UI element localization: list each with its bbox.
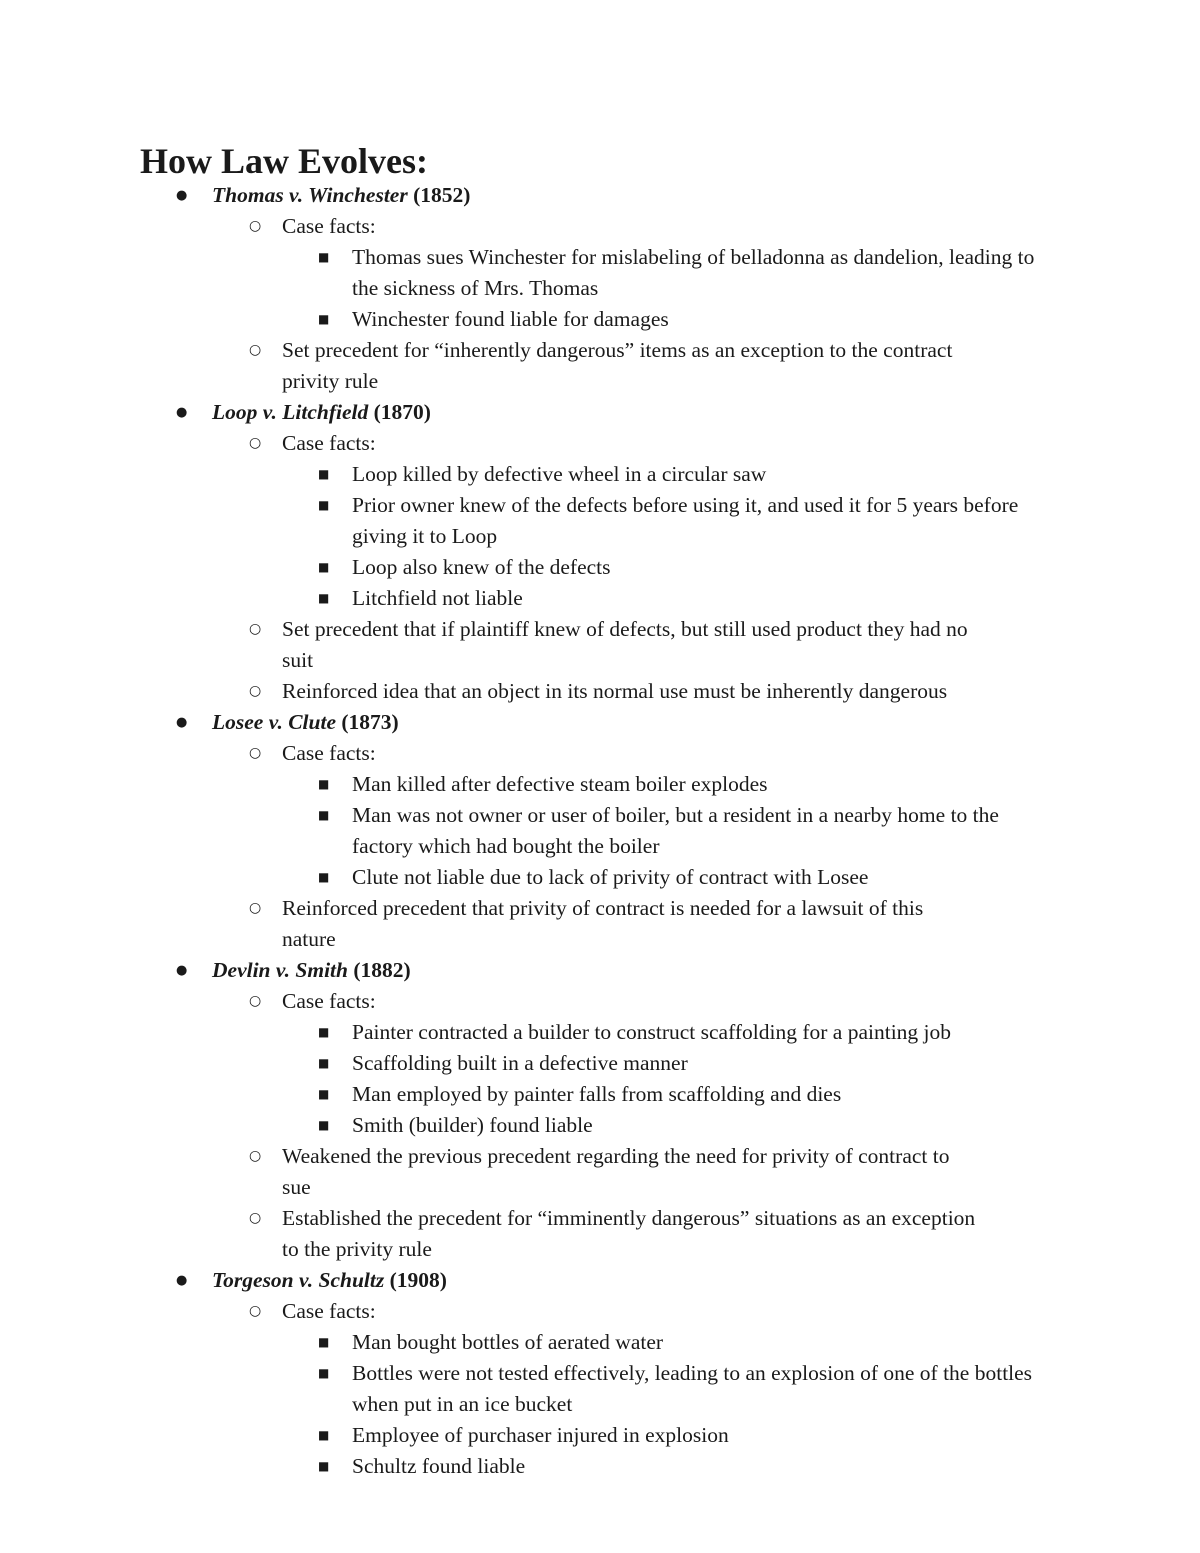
outline-subpoint bbox=[0, 1451, 1200, 1482]
outline-text: Man killed after defective steam boiler explodes bbox=[352, 772, 768, 796]
square-bullet-icon: ■ bbox=[318, 1118, 330, 1132]
case-name: Thomas v. Winchester bbox=[212, 183, 408, 207]
outline-point bbox=[0, 893, 1200, 955]
case-title bbox=[212, 707, 912, 738]
outline-text: Reinforced idea that an object in its normal use must be inherently dangerous bbox=[282, 679, 948, 703]
outline-point bbox=[0, 428, 1200, 459]
square-bullet-icon: ■ bbox=[318, 1056, 330, 1070]
hollow-bullet-icon: ○ bbox=[249, 435, 262, 451]
square-bullet-icon: ■ bbox=[318, 870, 330, 884]
hollow-bullet-icon: ○ bbox=[249, 993, 262, 1009]
outline-subpoint bbox=[0, 862, 1200, 893]
outline-subpoint bbox=[0, 1048, 1200, 1079]
case-name: Loop v. Litchfield bbox=[212, 400, 369, 424]
hollow-bullet-icon: ○ bbox=[249, 218, 262, 234]
outline-text: Scaffolding built in a defective manner bbox=[352, 1051, 688, 1075]
outline-text: Prior owner knew of the defects before using it, and used it for 5 years before giving it to Loop bbox=[352, 493, 1019, 548]
case-heading bbox=[0, 707, 1200, 738]
filled-bullet-icon: ● bbox=[176, 715, 188, 730]
case-year: (1852) bbox=[407, 183, 471, 207]
outline-text: Case facts: bbox=[282, 741, 376, 765]
outline-point bbox=[0, 614, 1200, 676]
outline-text: Winchester found liable for damages bbox=[352, 307, 669, 331]
hollow-bullet-icon: ○ bbox=[249, 342, 262, 358]
outline-text: Loop killed by defective wheel in a circular saw bbox=[352, 462, 767, 486]
outline-text: Bottles were not tested effectively, leading to an explosion of one of the bottles when put in an ice bucket bbox=[352, 1361, 1033, 1416]
case-heading bbox=[0, 180, 1200, 211]
outline-text: Case facts: bbox=[282, 1299, 376, 1323]
case-outline bbox=[0, 180, 1200, 1482]
case-title bbox=[212, 397, 912, 428]
outline-subpoint bbox=[0, 490, 1200, 552]
square-bullet-icon: ■ bbox=[318, 1459, 330, 1473]
hollow-bullet-icon: ○ bbox=[249, 745, 262, 761]
outline-text: Case facts: bbox=[282, 214, 376, 238]
square-bullet-icon: ■ bbox=[318, 591, 330, 605]
outline-text: Established the precedent for “imminently dangerous” situations as an exception to the privity rule bbox=[282, 1206, 976, 1261]
outline-subpoint bbox=[0, 1420, 1200, 1451]
square-bullet-icon: ■ bbox=[318, 1366, 330, 1380]
case-year: (1882) bbox=[347, 958, 411, 982]
square-bullet-icon: ■ bbox=[318, 560, 330, 574]
hollow-bullet-icon: ○ bbox=[249, 683, 262, 699]
square-bullet-icon: ■ bbox=[318, 498, 330, 512]
case-year: (1870) bbox=[368, 400, 431, 424]
outline-subpoint bbox=[0, 1110, 1200, 1141]
square-bullet-icon: ■ bbox=[318, 1335, 330, 1349]
case-title bbox=[212, 955, 912, 986]
square-bullet-icon: ■ bbox=[318, 467, 330, 481]
outline-point bbox=[0, 1141, 1200, 1203]
outline-text: Schultz found liable bbox=[352, 1454, 526, 1478]
outline-text: Set precedent that if plaintiff knew of defects, but still used product they had no suit bbox=[282, 617, 968, 672]
case-title bbox=[212, 1265, 912, 1296]
case-name: Losee v. Clute bbox=[212, 710, 336, 734]
outline-text: Clute not liable due to lack of privity of contract with Losee bbox=[352, 865, 869, 889]
outline-point bbox=[0, 211, 1200, 242]
hollow-bullet-icon: ○ bbox=[249, 1303, 262, 1319]
outline-text: Reinforced precedent that privity of contract is needed for a lawsuit of this nature bbox=[282, 896, 924, 951]
outline-text: Thomas sues Winchester for mislabeling of belladonna as dandelion, leading to the sickness of Mrs. Thomas bbox=[352, 245, 1035, 300]
outline-subpoint bbox=[0, 1079, 1200, 1110]
outline-text: Weakened the previous precedent regarding the need for privity of contract to sue bbox=[282, 1144, 950, 1199]
filled-bullet-icon: ● bbox=[176, 188, 188, 203]
outline-point bbox=[0, 738, 1200, 769]
square-bullet-icon: ■ bbox=[318, 808, 330, 822]
outline-point bbox=[0, 335, 1200, 397]
outline-text: Case facts: bbox=[282, 431, 376, 455]
outline-subpoint bbox=[0, 552, 1200, 583]
outline-point bbox=[0, 1203, 1200, 1265]
hollow-bullet-icon: ○ bbox=[249, 1210, 262, 1226]
outline-subpoint bbox=[0, 242, 1200, 304]
case-heading bbox=[0, 955, 1200, 986]
page-title: How Law Evolves: bbox=[140, 141, 428, 181]
hollow-bullet-icon: ○ bbox=[249, 621, 262, 637]
outline-subpoint bbox=[0, 304, 1200, 335]
square-bullet-icon: ■ bbox=[318, 250, 330, 264]
outline-text: Loop also knew of the defects bbox=[352, 555, 611, 579]
case-title bbox=[212, 180, 912, 211]
outline-text: Employee of purchaser injured in explosion bbox=[352, 1423, 729, 1447]
case-heading bbox=[0, 397, 1200, 428]
outline-subpoint bbox=[0, 1358, 1200, 1420]
outline-subpoint bbox=[0, 1327, 1200, 1358]
case-year: (1873) bbox=[336, 710, 399, 734]
outline-point bbox=[0, 676, 1200, 707]
filled-bullet-icon: ● bbox=[176, 405, 188, 420]
outline-text: Litchfield not liable bbox=[352, 586, 523, 610]
outline-subpoint bbox=[0, 459, 1200, 490]
outline-text: Man bought bottles of aerated water bbox=[352, 1330, 664, 1354]
case-year: (1908) bbox=[384, 1268, 447, 1292]
square-bullet-icon: ■ bbox=[318, 777, 330, 791]
case-name: Torgeson v. Schultz bbox=[212, 1268, 385, 1292]
outline-point bbox=[0, 1296, 1200, 1327]
hollow-bullet-icon: ○ bbox=[249, 1148, 262, 1164]
outline-text: Smith (builder) found liable bbox=[352, 1113, 593, 1137]
square-bullet-icon: ■ bbox=[318, 1428, 330, 1442]
outline-subpoint bbox=[0, 800, 1200, 862]
case-heading bbox=[0, 1265, 1200, 1296]
square-bullet-icon: ■ bbox=[318, 312, 330, 326]
outline-text: Set precedent for “inherently dangerous” items as an exception to the contract privity rule bbox=[282, 338, 953, 393]
square-bullet-icon: ■ bbox=[318, 1087, 330, 1101]
outline-text: Man was not owner or user of boiler, but a resident in a nearby home to the factory which had bought the boiler bbox=[352, 803, 999, 858]
filled-bullet-icon: ● bbox=[176, 1273, 188, 1288]
outline-subpoint bbox=[0, 1017, 1200, 1048]
outline-subpoint bbox=[0, 769, 1200, 800]
filled-bullet-icon: ● bbox=[176, 963, 188, 978]
square-bullet-icon: ■ bbox=[318, 1025, 330, 1039]
outline-text: Case facts: bbox=[282, 989, 376, 1013]
outline-point bbox=[0, 986, 1200, 1017]
outline-subpoint bbox=[0, 583, 1200, 614]
outline-text: Man employed by painter falls from scaffolding and dies bbox=[352, 1082, 842, 1106]
case-name: Devlin v. Smith bbox=[212, 958, 348, 982]
outline-text: Painter contracted a builder to construct scaffolding for a painting job bbox=[352, 1020, 952, 1044]
hollow-bullet-icon: ○ bbox=[249, 900, 262, 916]
